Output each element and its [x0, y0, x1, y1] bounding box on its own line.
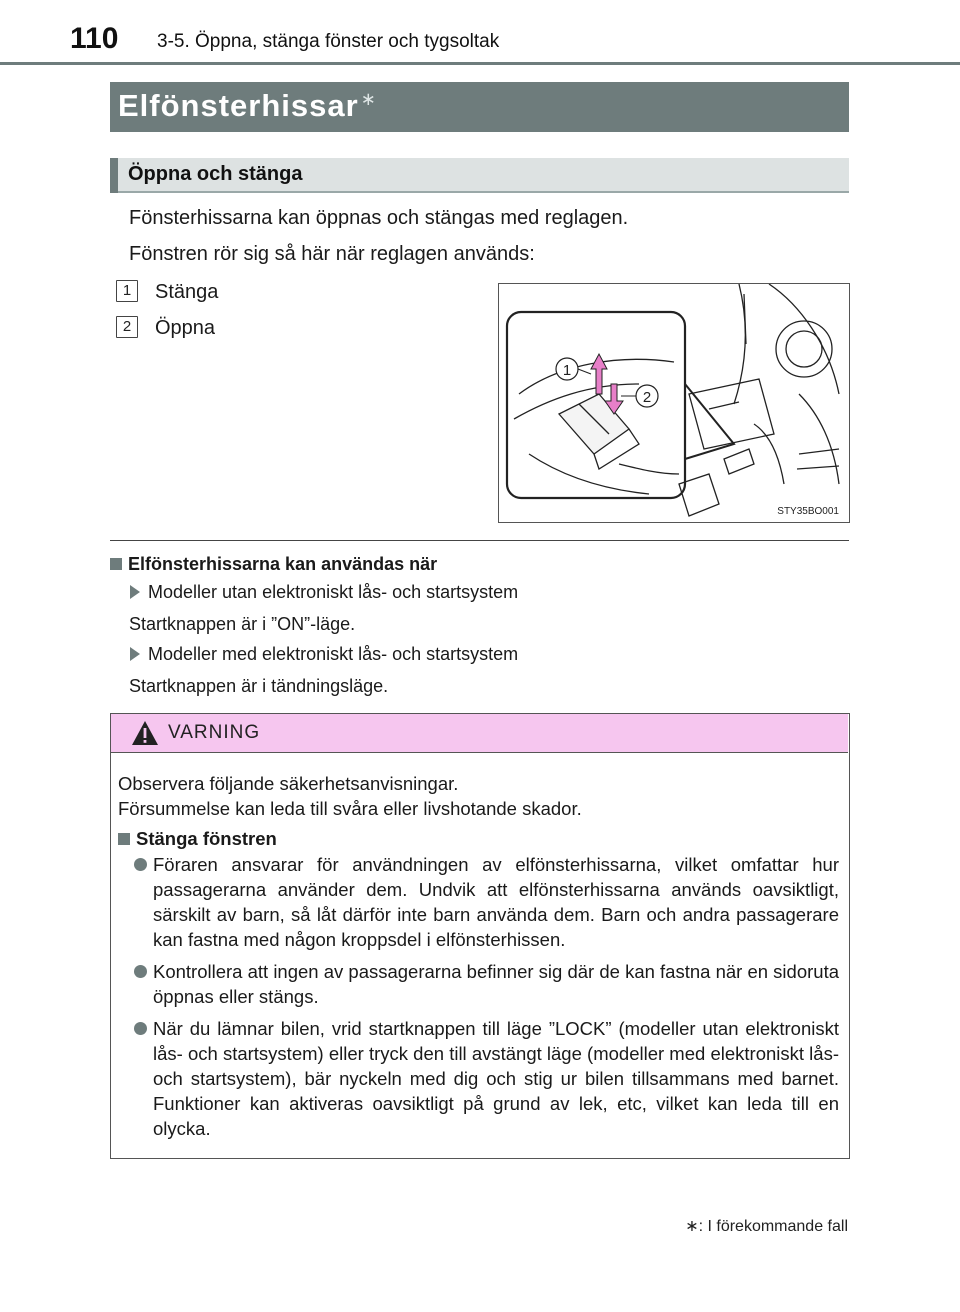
usage-case-1-label: Modeller utan elektroniskt lås- och startsystem	[130, 582, 518, 603]
section-divider	[110, 540, 849, 541]
usage-case-2-text: Startknappen är i tändningsläge.	[129, 676, 389, 696]
item-number-1: 1	[116, 280, 138, 302]
section-title-text: Elfönsterhissar	[118, 88, 359, 123]
chapter-title: 3-5. Öppna, stänga fönster och tygsoltak	[157, 31, 500, 52]
intro-line-1: Fönsterhissarna kan öppnas och stängas med reglagen.	[129, 207, 629, 229]
warning-intro-line-2: Försummelse kan leda till svåra eller livshotande skador.	[118, 798, 582, 819]
header-rule	[0, 62, 960, 65]
callout-1: 1	[562, 362, 572, 379]
figure-code: STY35BO001	[777, 506, 839, 517]
warning-bullet-1: Föraren ansvarar för användningen av elfönsterhissarna, vilket omfattar hur passagerarna använder dem. Undvik att elfönsterhissarna används oavsiktligt, särskilt av barn, så låt därför inte barn använda dem. Barn och andra passagerare kan fastna med någon kroppsdel i elfönsterhissen.	[153, 854, 839, 950]
warning-intro-line-1: Observera följande säkerhetsanvisningar.	[118, 773, 459, 794]
window-switch-illustration	[498, 283, 850, 523]
subsection-accent	[110, 158, 118, 193]
page-number: 110	[70, 22, 119, 55]
illustration-drawing	[499, 284, 849, 522]
triangle-bullet-icon	[130, 585, 140, 599]
warning-subheading: Stänga fönstren	[118, 826, 277, 851]
warning-bullet-3: När du lämnar bilen, vrid startknappen till läge ”LOCK” (modeller utan elektroniskt lås- och startsystem) eller tryck den till avstängt läge (modeller med elektroniskt lås- och startsystem), bär nyckeln med dig och stig ur bilen tillsammans med barnet. Funktioner kan aktiveras oavsiktligt på grund av lek, etc, vilket kan leda till en olycka.	[153, 1018, 839, 1139]
square-bullet-icon	[118, 833, 130, 845]
subsection-title: Öppna och stänga	[128, 163, 303, 185]
item-number-2: 2	[116, 316, 138, 338]
warning-bullet-2: Kontrollera att ingen av passagerarna befinner sig där de kan fastna när en sidoruta öppnas eller stängs.	[153, 961, 839, 1007]
footnote-marker: ∗	[685, 1218, 699, 1235]
section-title	[118, 88, 377, 124]
item-label-close: Stänga	[155, 281, 219, 303]
warning-title: VARNING	[168, 722, 261, 743]
bullet-dot-icon	[134, 965, 147, 978]
triangle-bullet-icon	[130, 647, 140, 661]
optional-marker: ∗	[360, 88, 377, 109]
bullet-dot-icon	[134, 1022, 147, 1035]
item-label-open: Öppna	[155, 317, 216, 339]
square-bullet-icon	[110, 558, 122, 570]
intro-line-2: Fönstren rör sig så här när reglagen används:	[129, 243, 535, 265]
usage-case-1-text: Startknappen är i ”ON”-läge.	[129, 614, 356, 634]
usage-heading: Elfönsterhissarna kan användas när	[110, 554, 437, 575]
warning-icon	[130, 719, 160, 747]
callout-2: 2	[642, 389, 652, 406]
footnote	[685, 1216, 848, 1236]
bullet-dot-icon	[134, 858, 147, 871]
footnote-text: : I förekommande fall	[698, 1218, 848, 1235]
usage-case-2-label: Modeller med elektroniskt lås- och startsystem	[130, 644, 518, 665]
